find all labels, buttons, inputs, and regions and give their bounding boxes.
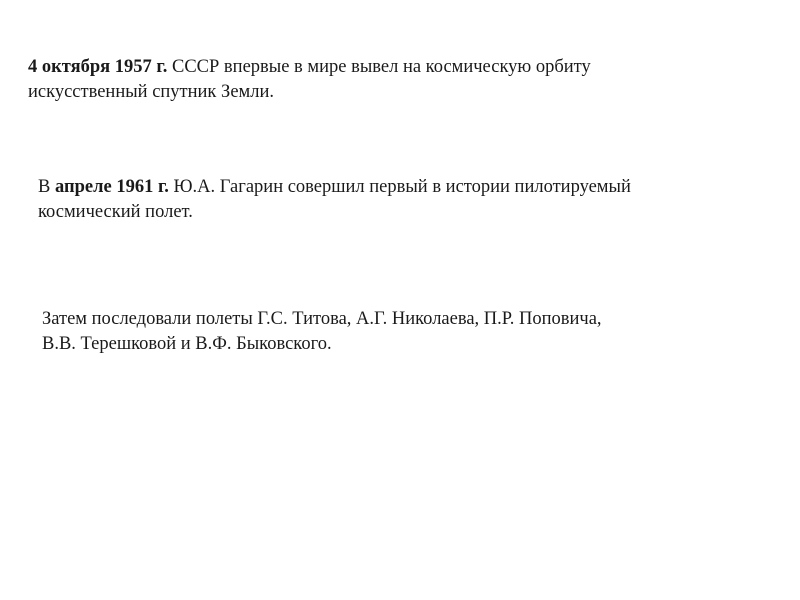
gagarin-line-2 — [38, 200, 631, 225]
sputnik-text-continued: искусственный спутник Земли. — [28, 82, 274, 102]
gagarin-text: Ю.А. Гагарин совершил первый в истории пилотируемый — [168, 177, 631, 197]
cosmonauts-paragraph — [42, 307, 602, 357]
gagarin-paragraph — [38, 175, 631, 225]
sputnik-line-2 — [28, 80, 591, 105]
gagarin-line-1 — [38, 175, 631, 200]
sputnik-text: СССР впервые в мире вывел на космическую орбиту — [167, 57, 591, 77]
gagarin-text-continued: космический полет. — [38, 202, 193, 222]
sputnik-paragraph — [28, 55, 591, 105]
sputnik-date: 4 октября 1957 г. — [28, 57, 168, 77]
sputnik-line-1 — [28, 55, 591, 80]
cosmonauts-line-2: В.В. Терешковой и В.Ф. Быковского. — [42, 334, 332, 354]
gagarin-date: апреле 1961 г. — [54, 177, 169, 197]
cosmonauts-line-1: Затем последовали полеты Г.С. Титова, А.Г. Николаева, П.Р. Поповича, — [42, 309, 602, 329]
gagarin-prefix: В — [38, 177, 55, 197]
